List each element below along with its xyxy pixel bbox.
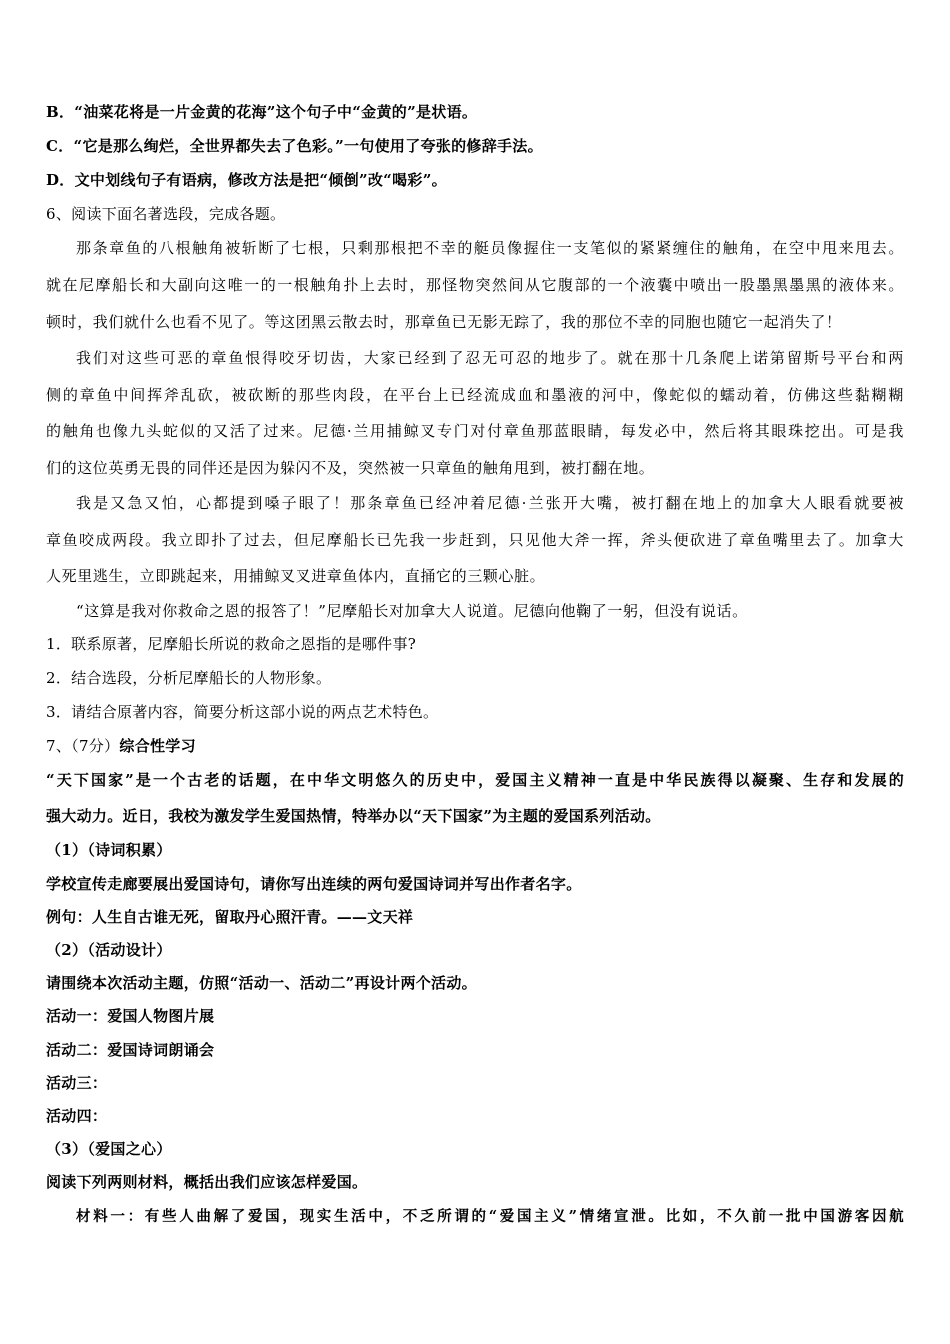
passage-line: “这算是我对你救命之恩的报答了！”尼摩船长对加拿大人说道。尼德向他鞠了一躬，但没有说话。 [76,602,748,620]
part-3-title: （3）（爱国之心） [46,1140,172,1158]
activity-2: 活动二：爱国诗词朗诵会 [46,1041,215,1059]
question-7-intro-line: “天下国家”是一个古老的话题，在中华文明悠久的历史中，爱国主义精神一直是中华民族得以凝聚、生存和发展的 [46,771,904,789]
question-7-heading [46,736,904,756]
passage-line: 就在尼摩船长和大副向这唯一的一根触角扑上去时，那怪物突然间从它腹部的一个液囊中喷出一股墨黑墨黑的液体来。 [46,276,904,294]
part-3-text: 阅读下列两则材料，概括出我们应该怎样爱国。 [46,1173,368,1191]
part-1-text: 学校宣传走廊要展出爱国诗句，请你写出连续的两句爱国诗词并写出作者名字。 [46,875,582,893]
passage-line: 的触角也像九头蛇似的又活了过来。尼德·兰用捕鲸叉专门对付章鱼那蓝眼睛，每发必中，然后将其眼珠挖出。可是我 [46,422,904,440]
passage-line: 我们对这些可恶的章鱼恨得咬牙切齿，大家已经到了忍无可忍的地步了。就在那十几条爬上诺第留斯号平台和两 [76,349,904,367]
activity-3: 活动三： [46,1074,108,1092]
passage-line: 侧的章鱼中间挥斧乱砍，被砍断的那些肉段，在平台上已经流成血和墨液的河中，像蛇似的蠕动着，仿佛这些黏糊糊 [46,386,904,404]
option-d: D．文中划线句子有语病，修改方法是把“倾倒”改“喝彩”。 [46,171,447,189]
option-c: C．“它是那么绚烂，全世界都失去了色彩。”一句使用了夸张的修辞手法。 [46,137,543,155]
activity-1: 活动一：爱国人物图片展 [46,1007,215,1025]
part-2-title: （2）（活动设计） [46,941,172,959]
question-6-sub-1: 1．联系原著，尼摩船长所说的救命之恩指的是哪件事? [46,635,417,653]
question-7-number: 7、（7分） [46,737,120,755]
part-1-title: （1）（诗词积累） [46,841,172,859]
question-7-title: 综合性学习 [119,737,196,755]
passage-line: 们的这位英勇无畏的同伴还是因为躲闪不及，突然被一只章鱼的触角甩到，被打翻在地。 [46,459,655,477]
passage-line: 章鱼咬成两段。我立即扑了过去，但尼摩船长已先我一步赶到，只见他大斧一挥，斧头便砍进了章鱼嘴里去了。加拿大 [46,531,904,549]
material-1-line: 材料一：有些人曲解了爱国，现实生活中，不乏所谓的“爱国主义”情绪宣泄。比如，不久前一批中国游客因航 [76,1208,904,1225]
question-7-intro-line: 强大动力。近日，我校为激发学生爱国热情，特举办以“天下国家”为主题的爱国系列活动。 [46,807,661,825]
passage-line: 顿时，我们就什么也看不见了。等这团黑云散去时，那章鱼已无影无踪了，我的那位不幸的同胞也随它一起消失了！ [46,313,842,331]
option-b: B．“油菜花将是一片金黄的花海”这个句子中“金黄的”是状语。 [46,103,478,121]
question-6-sub-3: 3．请结合原著内容，简要分析这部小说的两点艺术特色。 [46,703,439,721]
activity-4: 活动四： [46,1107,108,1125]
question-6-heading: 6、阅读下面名著选段，完成各题。 [46,205,286,223]
passage-line: 那条章鱼的八根触角被斩断了七根，只剩那根把不幸的艇员像握住一支笔似的紧紧缠住的触角，在空中甩来甩去。 [76,239,904,257]
question-6-sub-2: 2．结合选段，分析尼摩船长的人物形象。 [46,669,332,687]
part-2-text: 请围绕本次活动主题，仿照“活动一、活动二”再设计两个活动。 [46,974,477,992]
passage-line: 人死里逃生，立即跳起来，用捕鲸叉叉进章鱼体内，直捅它的三颗心脏。 [46,567,546,585]
part-1-example: 例句：人生自古谁无死，留取丹心照汗青。——文天祥 [46,908,414,926]
passage-line: 我是又急又怕，心都提到嗓子眼了！那条章鱼已经冲着尼德·兰张开大嘴，被打翻在地上的加拿大人眼看就要被 [76,494,904,512]
